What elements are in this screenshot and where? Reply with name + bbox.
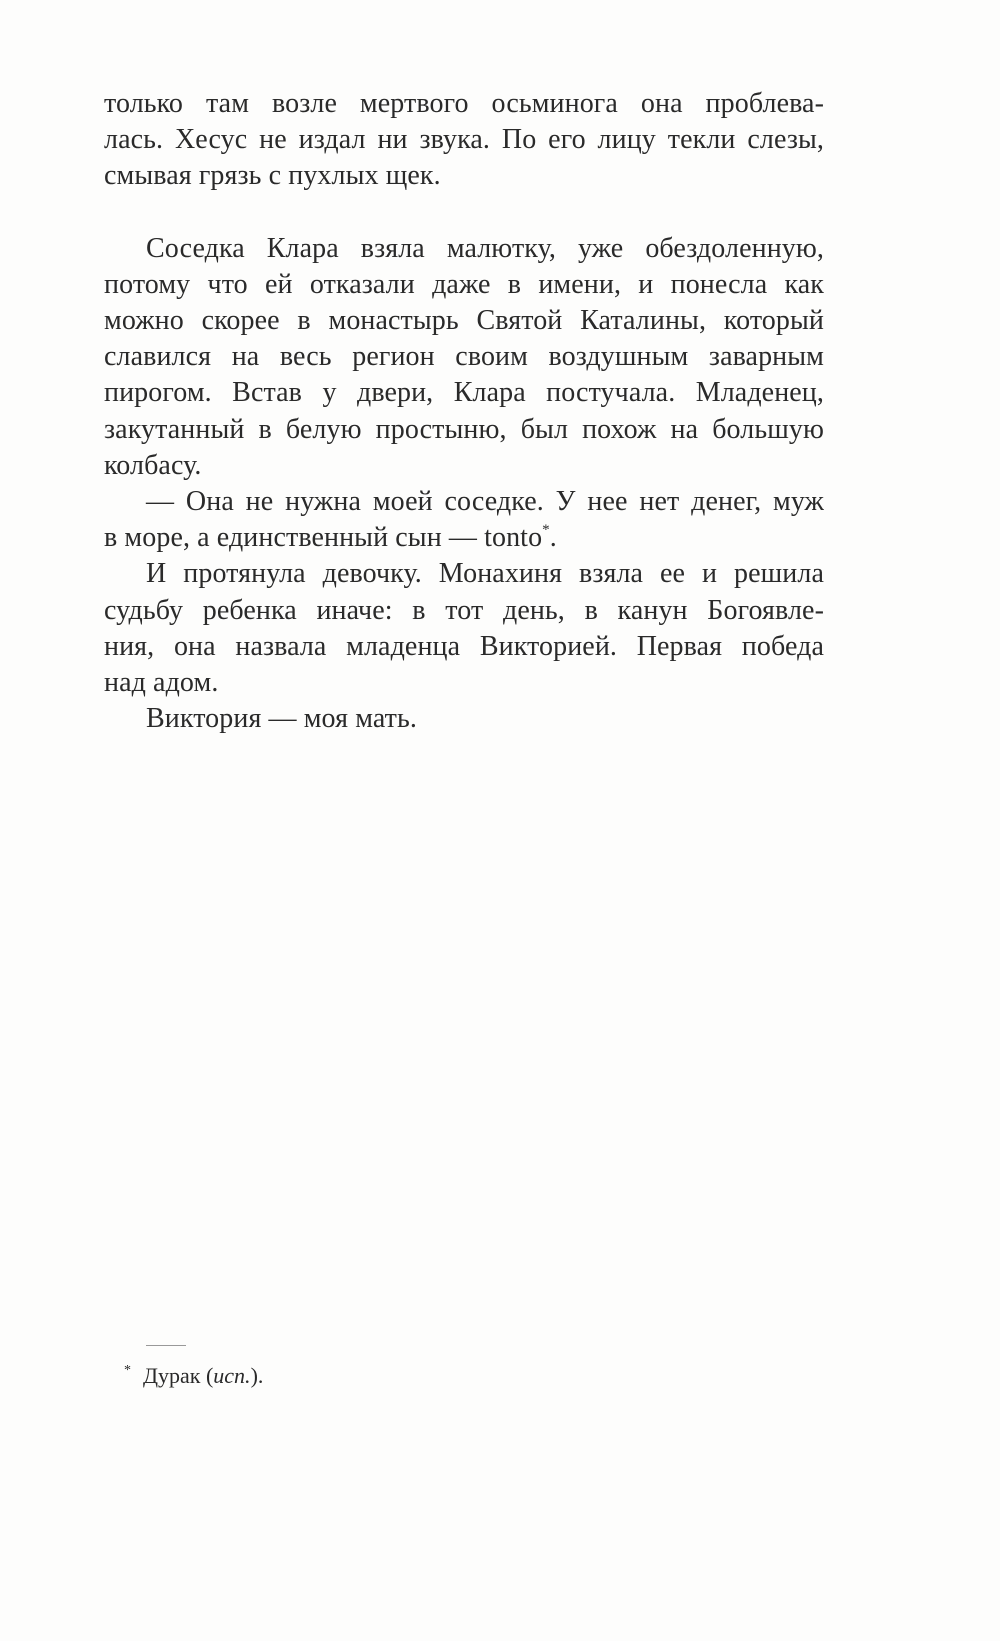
text-line: лась. Хесус не издал ни звука. По его лицу текли слезы,	[104, 124, 824, 156]
text-line: славился на весь регион своим воздушным заварным	[104, 341, 824, 373]
text-line: смывая грязь с пухлых щек.	[104, 160, 441, 192]
text-line: Соседка Клара взяла малютку, уже обездоленную,	[146, 232, 824, 264]
text-line: колбасу.	[104, 449, 202, 481]
footnote-marker: *	[124, 1363, 131, 1378]
main-text	[104, 86, 824, 737]
text-line: пирогом. Встав у двери, Клара постучала. Младенец,	[104, 377, 824, 409]
text-line: потому что ей отказали даже в имени, и понесла как	[104, 268, 824, 300]
text-line: только там возле мертвого осьминога она проблева-	[104, 88, 824, 119]
text-line: — Она не нужна моей соседке. У нее нет денег, муж	[146, 486, 824, 518]
text-line: закутанный в белую простыню, был похож на большую	[104, 413, 824, 445]
text-line: Виктория — моя мать.	[146, 703, 417, 735]
footnote-text: Дурак (	[143, 1363, 214, 1388]
text-line	[104, 520, 824, 556]
paragraph-gap	[104, 195, 824, 231]
text-fragment: .	[549, 522, 557, 554]
footnote-italic: исп.	[213, 1363, 251, 1388]
footnote-tail: ).	[250, 1363, 264, 1388]
text-line: ния, она назвала младенца Викторией. Первая победа	[104, 630, 824, 662]
text-line: И протянула девочку. Монахиня взяла ее и решила	[146, 558, 824, 590]
footnote-reference: *	[542, 522, 550, 539]
footnote-divider	[146, 1345, 186, 1346]
text-line: над адом.	[104, 667, 219, 699]
footnote	[124, 1356, 263, 1391]
text-line: можно скорее в монастырь Святой Каталины, который	[104, 305, 824, 337]
text-line: судьбу ребенка иначе: в тот день, в канун Богоявле-	[104, 594, 824, 626]
text-fragment: в море, а единственный сын — tonto	[104, 522, 543, 554]
